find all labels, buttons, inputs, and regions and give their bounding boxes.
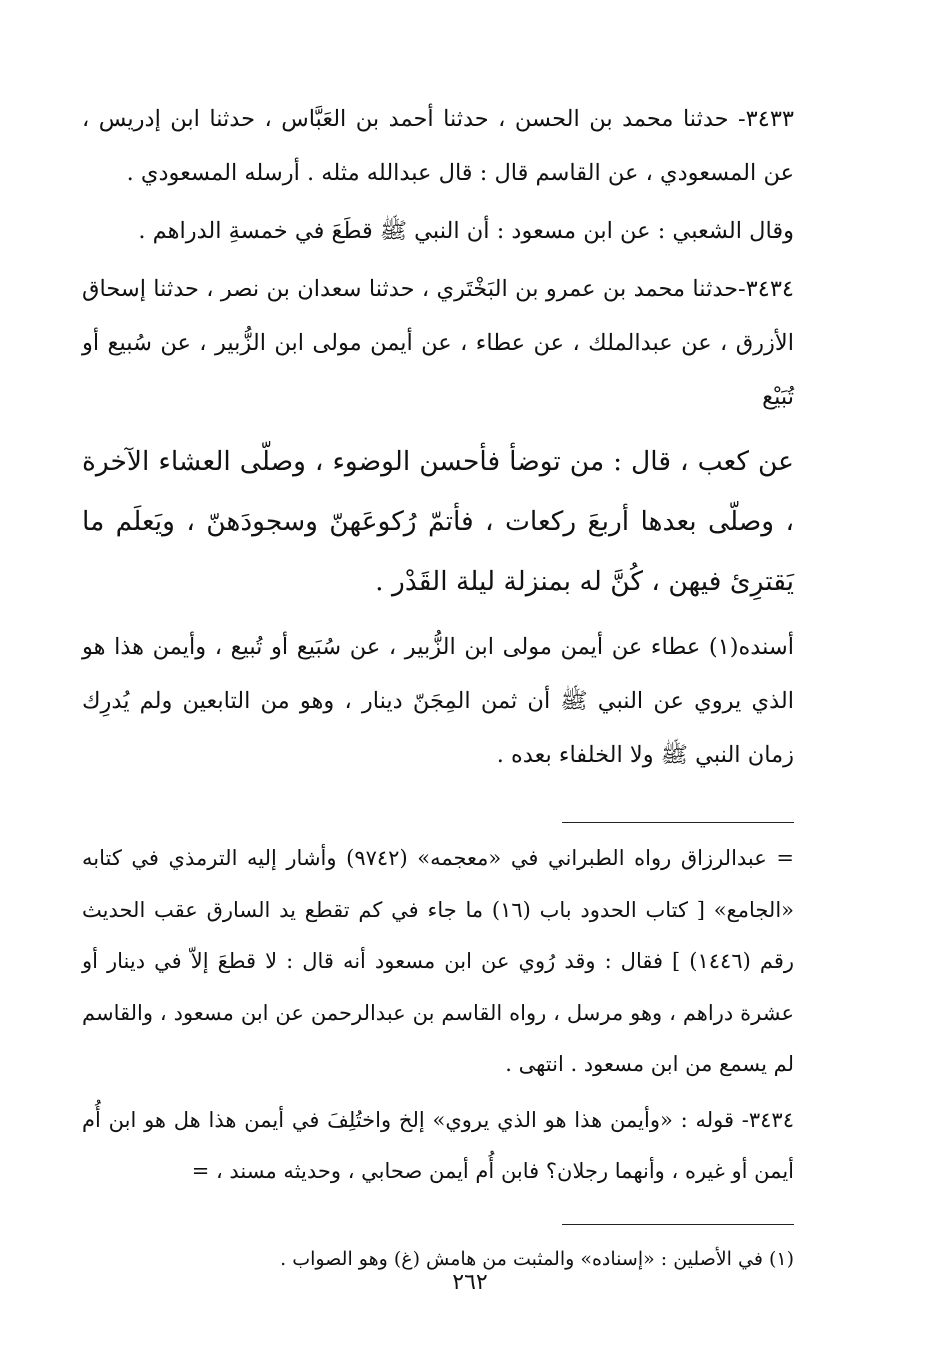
hadith-3433: ٣٤٣٣- حدثنا محمد بن الحسن ، حدثنا أحمد بن العَبَّاس ، حدثنا ابن إدريس ، عن المسعودي ، عن القاسم قال : قال عبدالله مثله . أرسله المسعودي .	[82, 106, 794, 186]
hadith-3434-matn: عن كعب ، قال : من توضأ فأحسن الوضوء ، وصلّى العشاء الآخرة ، وصلّى بعدها أربعَ ركعات ، فأتمّ رُكوعَهنّ وسجودَهنّ ، ويَعلَم ما يَقترِئ فيهن ، كُنَّ له بمنزلة ليلة القَدْر .	[82, 446, 794, 597]
page-number: ٢٦٢	[452, 1270, 488, 1295]
footnote-1: (١) في الأصلين : «إسناده» والمثبت من هامش (غ) وهو الصواب .	[280, 1247, 794, 1270]
commentary-notes	[82, 833, 794, 1198]
shaabi-statement: وقال الشعبي : عن ابن مسعود : أن النبي ﷺ قطَعَ في خمسةِ الدراهم .	[138, 218, 794, 244]
isnad-commentary: أسنده(١) عطاء عن أيمن مولى ابن الزُّبير ، عن سُبَيع أو تُبيع ، وأيمن هذا هو الذي يروي عن النبي ﷺ أن ثمن المِجَنّ دينار ، وهو من التابعين ولم يُدرِك زمان النبي ﷺ ولا الخلفاء بعده .	[82, 634, 794, 768]
hadith-3434-isnad: ٣٤٣٤-حدثنا محمد بن عمرو بن البَخْتَري ، حدثنا سعدان بن نصر ، حدثنا إسحاق الأزرق ، عن عبدالملك ، عن عطاء ، عن أيمن مولى ابن الزُّبير ، عن سُبيع أو تُبَيْع	[82, 276, 794, 410]
main-text	[82, 92, 794, 782]
notes-separator	[562, 822, 794, 823]
commentary-3434: ٣٤٣٤- قوله : «وأيمن هذا هو الذي يروي» إلخ واختُلِفَ في أيمن هذا هل هو ابن أُم أيمن أو غيره ، وأنهما رجلان؟ فابن أُم أيمن صحابي ، وحديثه مسند ، =	[82, 1107, 794, 1183]
commentary-continued: = عبدالرزاق رواه الطبراني في «معجمه» (٩٧٤٢) وأشار إليه الترمذي في كتابه «الجامع» [ كتاب الحدود باب (١٦) ما جاء في كم تقطع يد السارق عقب الحديث رقم (١٤٤٦) ] فقال : وقد رُوي عن ابن مسعود أنه قال : لا قطعَ إلاّ في دينار أو عشرة دراهم ، وهو مرسل ، رواه القاسم بن عبدالرحمن عن ابن مسعود ، والقاسم لم يسمع من ابن مسعود . انتهى .	[82, 846, 795, 1076]
footnote-separator	[562, 1224, 794, 1225]
